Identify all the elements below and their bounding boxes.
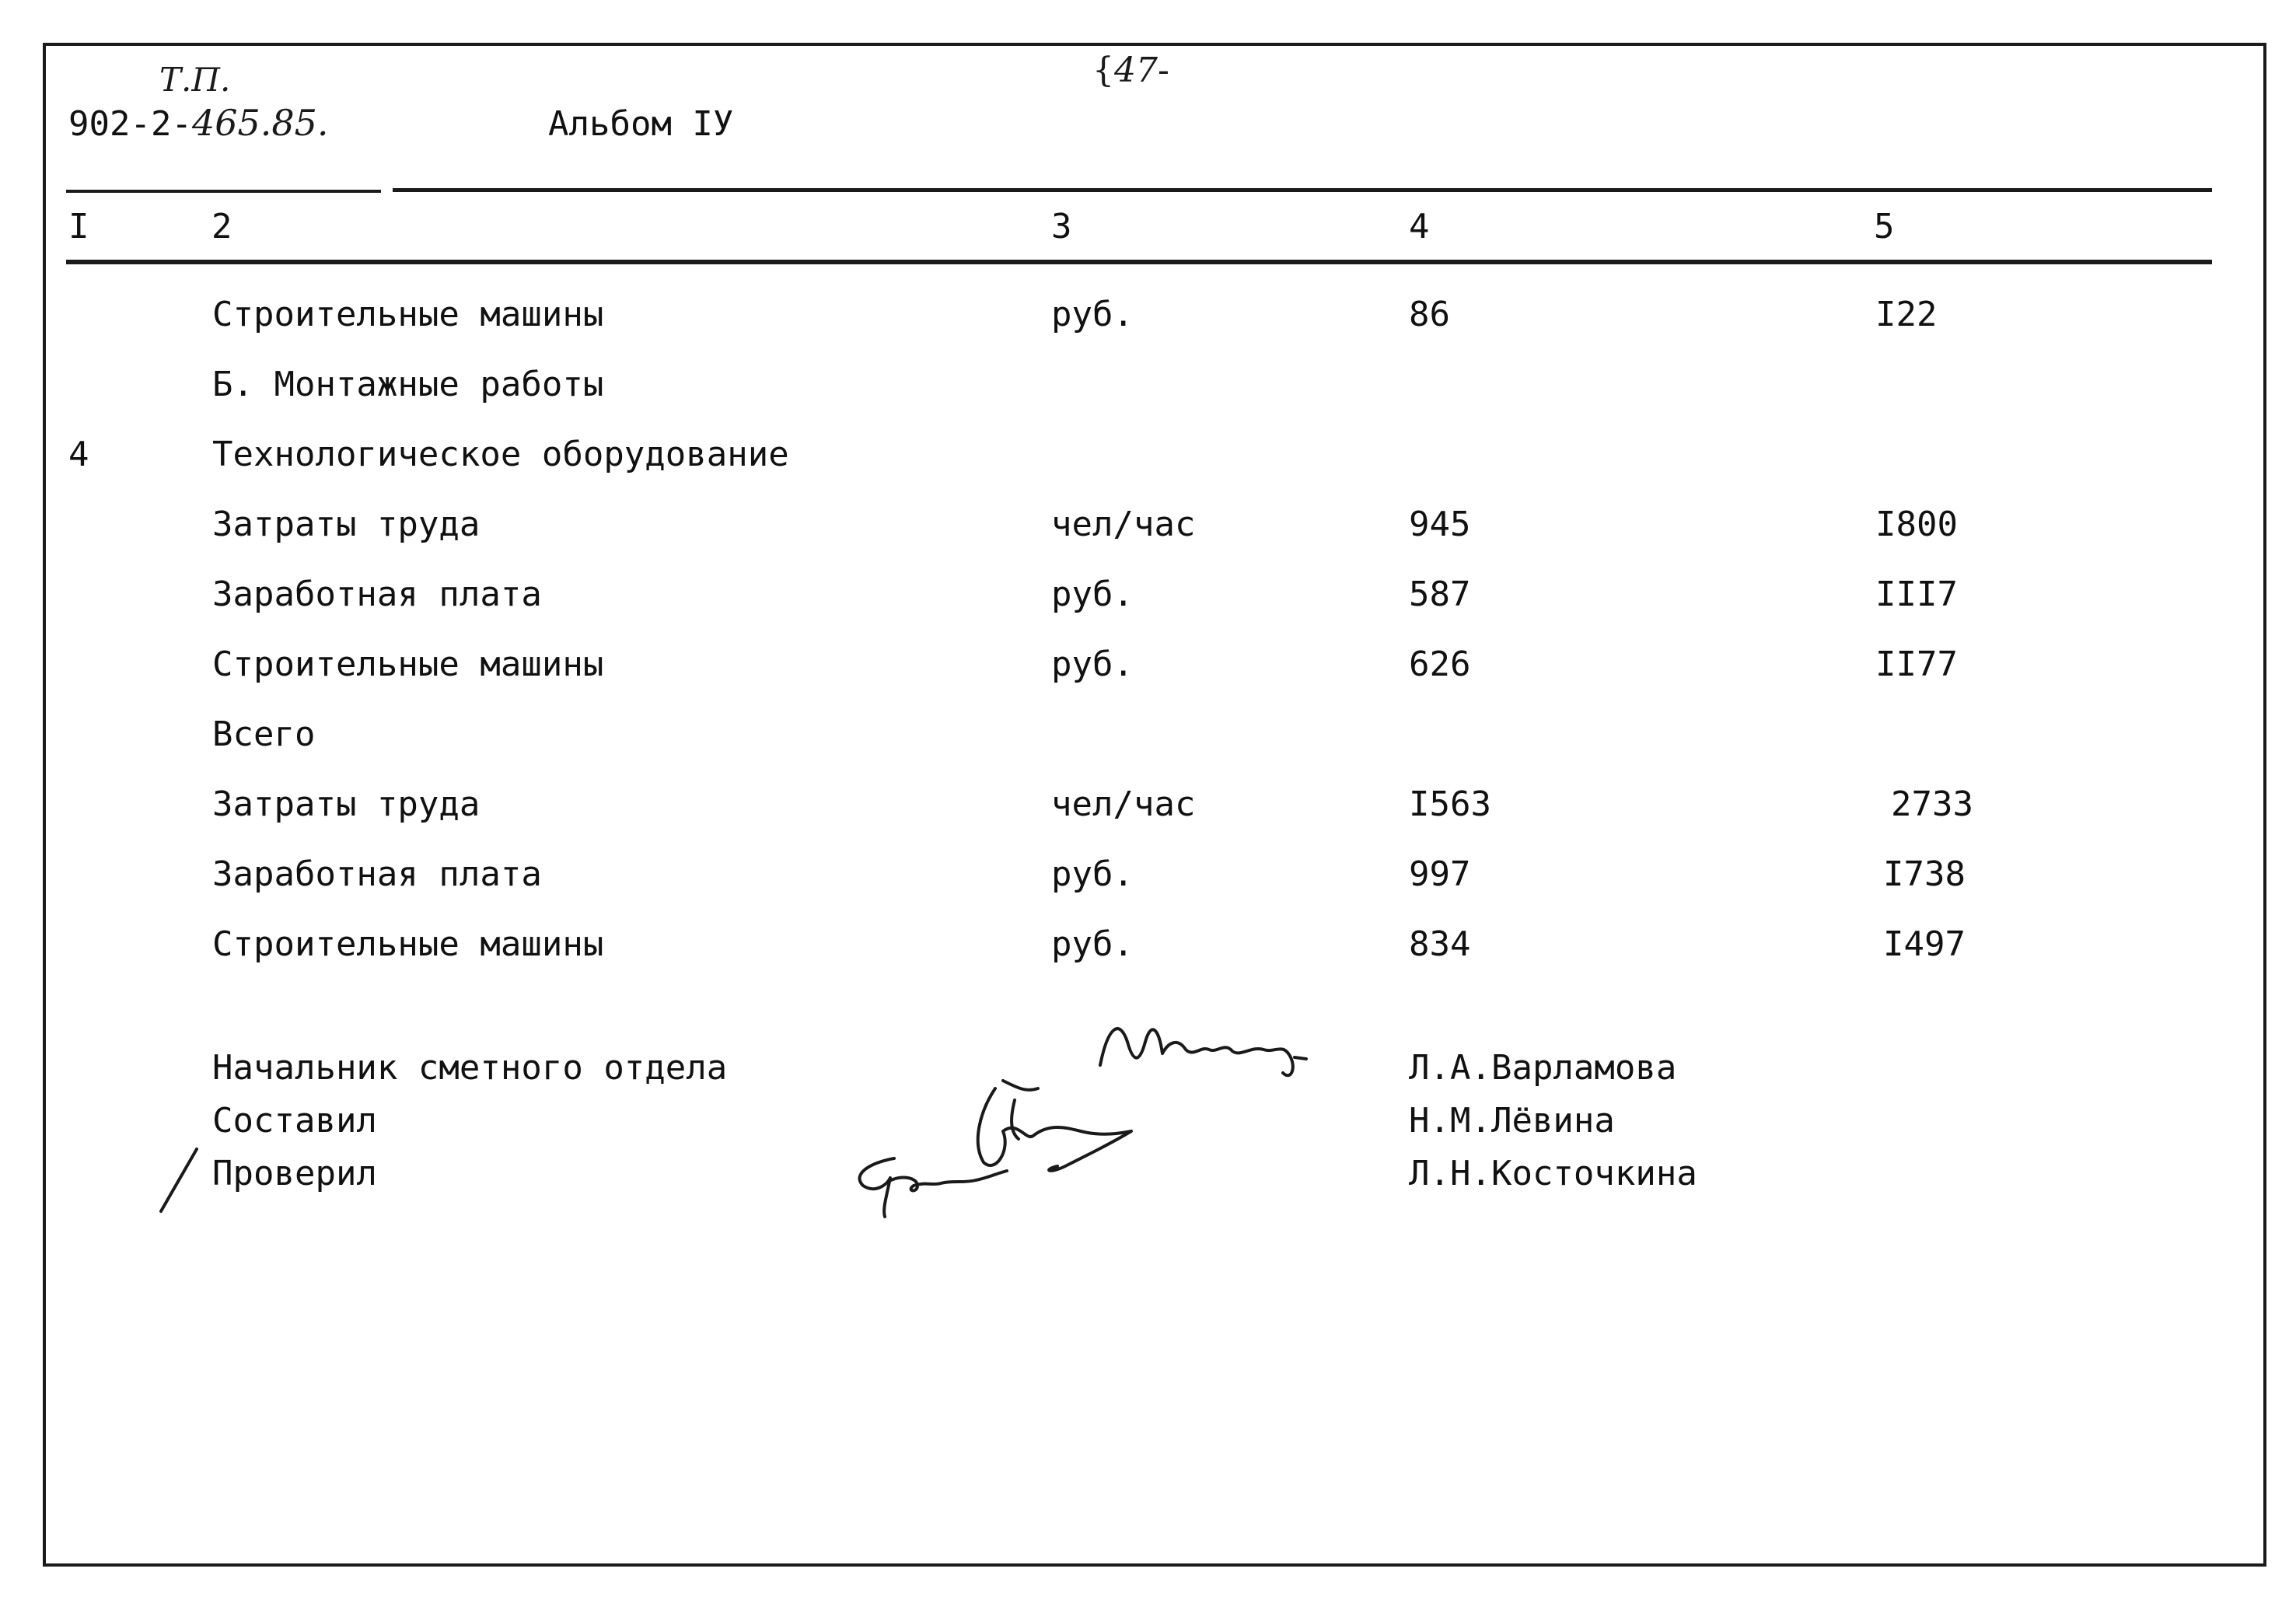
signer-name: Л.А.Варламова <box>1409 1048 1677 1088</box>
row-name: Б. Монтажные работы <box>212 365 604 404</box>
row-value-col5: III7 <box>1875 575 1958 614</box>
row-value-col4: 587 <box>1409 575 1471 614</box>
column-header-5: 5 <box>1874 207 1895 246</box>
row-unit: руб. <box>1051 645 1134 684</box>
row-value-col4: 834 <box>1409 924 1471 964</box>
row-value-col5: I22 <box>1875 295 1938 334</box>
row-value-col5: I738 <box>1883 854 1966 894</box>
row-name: Строительные машины <box>212 295 604 334</box>
document-code-printed: 902-2- <box>68 104 192 144</box>
row-value-col5: I497 <box>1883 924 1966 964</box>
page-mark: {47- <box>1092 51 1169 90</box>
row-name: Затраты труда <box>212 505 481 544</box>
column-header-4: 4 <box>1409 207 1430 246</box>
signer-role: Составил <box>212 1101 377 1141</box>
row-name: Заработная плата <box>212 575 542 614</box>
table-header-rule <box>66 260 2212 264</box>
row-name: Строительные машины <box>212 924 604 964</box>
column-header-2: 2 <box>211 207 232 246</box>
signer-role: Начальник сметного отдела <box>212 1048 728 1088</box>
signer-name: Н.М.Лёвина <box>1409 1101 1615 1141</box>
page-number: 47 <box>1114 51 1158 90</box>
row-name: Затраты труда <box>212 784 481 824</box>
signer-name: Л.Н.Косточкина <box>1409 1154 1697 1193</box>
table-top-rule-right <box>393 188 2212 192</box>
document-code-handwritten: 465.85. <box>191 102 329 144</box>
column-header-3: 3 <box>1051 207 1072 246</box>
handwritten-prefix: Т.П. <box>159 61 231 99</box>
row-number: 4 <box>68 435 89 474</box>
album-label: Альбом IУ <box>548 104 734 144</box>
row-unit: руб. <box>1051 924 1134 964</box>
row-unit: чел/час <box>1051 505 1196 544</box>
signature-scribble-3 <box>840 1143 1042 1228</box>
row-name: Строительные машины <box>212 645 604 684</box>
row-name: Заработная плата <box>212 854 542 894</box>
row-value-col4: 945 <box>1409 505 1471 544</box>
row-value-col5: I800 <box>1875 505 1958 544</box>
column-header-1: I <box>68 207 89 246</box>
row-value-col4: 997 <box>1409 854 1471 894</box>
row-unit: руб. <box>1051 575 1134 614</box>
row-name: Всего <box>212 714 316 754</box>
table-top-rule-left <box>66 190 381 193</box>
document-code <box>68 102 329 144</box>
row-unit: руб. <box>1051 854 1134 894</box>
check-mark <box>152 1143 206 1217</box>
signer-role: Проверил <box>212 1154 377 1193</box>
row-value-col5: 2733 <box>1891 784 1973 824</box>
row-value-col4: I563 <box>1409 784 1491 824</box>
row-unit: чел/час <box>1051 784 1196 824</box>
row-value-col4: 86 <box>1409 295 1450 334</box>
row-name: Технологическое оборудование <box>212 435 789 474</box>
row-unit: руб. <box>1051 295 1134 334</box>
row-value-col4: 626 <box>1409 645 1471 684</box>
row-value-col5: II77 <box>1875 645 1958 684</box>
